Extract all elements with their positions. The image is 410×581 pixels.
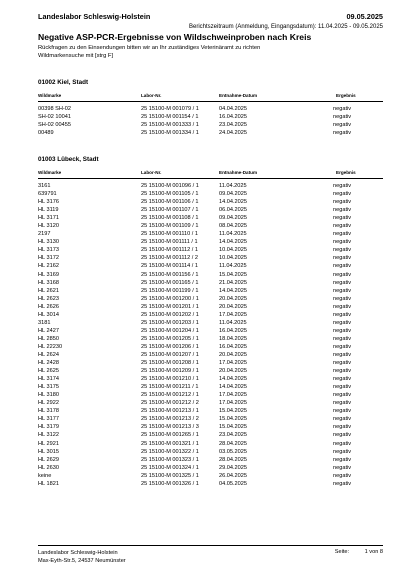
cell-labor-nr: 25 15100-M 001209 / 1	[141, 368, 199, 375]
cell-labor-nr: 25 15100-M 001106 / 1	[141, 199, 199, 206]
cell-labor-nr: 25 15100-M 001333 / 1	[141, 122, 199, 129]
cell-entnahme: 28.04.2025	[219, 440, 247, 447]
cell-labor-nr: 25 15100-M 001265 / 1	[141, 432, 199, 439]
cell-ergebnis: negativ	[333, 424, 352, 431]
cell-labor-nr: 25 15100-M 001325 / 1	[141, 472, 199, 479]
cell-wildmarke: HL 3014	[38, 311, 59, 318]
cell-labor-nr: 25 15100-M 001326 / 1	[141, 480, 199, 487]
cell-entnahme: 20.04.2025	[219, 295, 247, 302]
cell-wildmarke: HL 3169	[38, 271, 59, 278]
cell-labor-nr: 25 15100-M 001079 / 1	[141, 106, 199, 112]
cell-entnahme: 29.04.2025	[219, 464, 247, 471]
cell-labor-nr: 25 15100-M 001207 / 1	[141, 351, 199, 358]
table-row	[38, 311, 383, 319]
cell-wildmarke: HL 3179	[38, 424, 59, 431]
cell-ergebnis: negativ	[333, 472, 352, 479]
cell-wildmarke: HL 3172	[38, 255, 59, 262]
cell-labor-nr: 25 15100-M 001109 / 1	[141, 223, 199, 230]
cell-wildmarke: HL 3119	[38, 207, 59, 214]
table-row	[38, 105, 383, 113]
cell-labor-nr: 25 15100-M 001205 / 1	[141, 335, 199, 342]
cell-wildmarke: HL 3180	[38, 392, 59, 399]
header-rule	[38, 101, 383, 102]
cell-ergebnis: negativ	[333, 480, 352, 487]
table-row	[38, 319, 383, 327]
table-row	[38, 238, 383, 246]
cell-wildmarke: HL 2162	[38, 263, 59, 270]
cell-ergebnis: negativ	[333, 114, 352, 121]
cell-labor-nr: 25 15100-M 001154 / 1	[141, 114, 199, 121]
cell-ergebnis: negativ	[333, 400, 352, 407]
cell-entnahme: 04.05.2025	[219, 480, 247, 487]
col-entnahme: Entnahme-Datum	[219, 93, 258, 98]
page-number	[335, 549, 383, 555]
cell-wildmarke: HL 2630	[38, 464, 59, 471]
cell-wildmarke: HL 2623	[38, 295, 59, 302]
cell-wildmarke: SH-02 00455	[38, 122, 71, 129]
cell-wildmarke: HL 3178	[38, 408, 59, 415]
cell-labor-nr: 25 15100-M 001213 / 2	[141, 416, 199, 423]
cell-wildmarke: HL 3173	[38, 247, 59, 254]
cell-labor-nr: 25 15100-M 001202 / 1	[141, 311, 199, 318]
cell-labor-nr: 25 15100-M 001105 / 1	[141, 191, 199, 198]
cell-wildmarke: HL 3122	[38, 432, 59, 439]
table-row	[38, 391, 383, 399]
cell-wildmarke: HL 2621	[38, 287, 59, 294]
cell-labor-nr: 25 15100-M 001210 / 1	[141, 376, 199, 383]
cell-entnahme: 11.04.2025	[219, 319, 247, 326]
cell-ergebnis: negativ	[333, 311, 352, 318]
cell-ergebnis: negativ	[333, 223, 352, 230]
page-title: Negative ASP-PCR-Ergebnisse von Wildschweinproben nach Kreis	[38, 32, 312, 42]
cell-wildmarke: HL 3177	[38, 416, 59, 423]
cell-entnahme: 20.04.2025	[219, 303, 247, 310]
district-section-kiel	[38, 78, 383, 137]
table-row	[38, 113, 383, 121]
table-row	[38, 343, 383, 351]
cell-entnahme: 14.04.2025	[219, 199, 247, 206]
cell-labor-nr: 25 15100-M 001321 / 1	[141, 440, 199, 447]
cell-wildmarke: HL 3120	[38, 223, 59, 230]
cell-ergebnis: negativ	[333, 408, 352, 415]
report-date: 09.05.2025	[346, 12, 383, 21]
cell-ergebnis: negativ	[333, 319, 352, 326]
cell-wildmarke: 2197	[38, 231, 51, 238]
cell-wildmarke: HL 22230	[38, 343, 63, 350]
cell-wildmarke: HL 2626	[38, 303, 59, 310]
cell-wildmarke: keine	[38, 472, 52, 479]
cell-ergebnis: negativ	[333, 303, 352, 310]
table-row	[38, 129, 383, 137]
intro-line: Wildmarkensuche mit [strg F]	[38, 53, 114, 59]
cell-labor-nr: 25 15100-M 001112 / 2	[141, 255, 199, 262]
cell-wildmarke: HL 2624	[38, 351, 59, 358]
table-row	[38, 214, 383, 222]
cell-entnahme: 18.04.2025	[219, 335, 247, 342]
page-footer	[38, 545, 383, 564]
cell-ergebnis: negativ	[333, 448, 352, 455]
cell-ergebnis: negativ	[333, 255, 352, 262]
cell-ergebnis: negativ	[333, 392, 352, 399]
cell-labor-nr: 25 15100-M 001107 / 1	[141, 207, 199, 214]
cell-ergebnis: negativ	[333, 247, 352, 254]
cell-labor-nr: 25 15100-M 001204 / 1	[141, 327, 199, 334]
cell-entnahme: 04.04.2025	[219, 106, 247, 112]
col-entnahme: Entnahme-Datum	[219, 170, 258, 175]
cell-ergebnis: negativ	[333, 191, 352, 198]
cell-ergebnis: negativ	[333, 376, 352, 383]
cell-wildmarke: HL 2629	[38, 456, 59, 463]
cell-wildmarke: HL 3171	[38, 215, 59, 222]
page-value: 1 von 8	[364, 549, 383, 555]
cell-labor-nr: 25 15100-M 001211 / 1	[141, 384, 199, 391]
table-row	[38, 335, 383, 343]
cell-wildmarke: HL 2922	[38, 400, 59, 407]
cell-ergebnis: negativ	[333, 327, 352, 334]
cell-entnahme: 24.04.2025	[219, 130, 247, 137]
cell-wildmarke: HL 2428	[38, 360, 59, 367]
cell-labor-nr: 25 15100-M 001111 / 1	[141, 239, 198, 246]
cell-labor-nr: 25 15100-M 001208 / 1	[141, 360, 199, 367]
cell-entnahme: 09.04.2025	[219, 215, 247, 222]
cell-entnahme: 15.04.2025	[219, 408, 247, 415]
table-row	[38, 399, 383, 407]
cell-wildmarke: HL 3168	[38, 279, 59, 286]
cell-ergebnis: negativ	[333, 456, 352, 463]
cell-labor-nr: 25 15100-M 001334 / 1	[141, 130, 199, 137]
cell-wildmarke: HL 3130	[38, 239, 59, 246]
cell-labor-nr: 25 15100-M 001114 / 1	[141, 263, 199, 270]
lab-name: Landeslabor Schleswig-Holstein	[38, 12, 151, 21]
cell-entnahme: 16.04.2025	[219, 343, 247, 350]
cell-entnahme: 20.04.2025	[219, 368, 247, 375]
section-title: 01002 Kiel, Stadt	[38, 79, 89, 86]
cell-labor-nr: 25 15100-M 001156 / 1	[141, 271, 199, 278]
cell-entnahme: 23.04.2025	[219, 122, 247, 129]
cell-ergebnis: negativ	[333, 215, 352, 222]
cell-entnahme: 14.04.2025	[219, 287, 247, 294]
cell-entnahme: 14.04.2025	[219, 239, 247, 246]
cell-wildmarke: 00398 SH-02	[38, 106, 71, 112]
cell-entnahme: 09.04.2025	[219, 191, 247, 198]
table-row	[38, 190, 383, 198]
section-title: 01003 Lübeck, Stadt	[38, 156, 99, 163]
table-row	[38, 222, 383, 230]
table-row	[38, 246, 383, 254]
cell-ergebnis: negativ	[333, 343, 352, 350]
cell-ergebnis: negativ	[333, 416, 352, 423]
table-row	[38, 440, 383, 448]
column-header	[38, 170, 383, 177]
cell-entnahme: 17.04.2025	[219, 360, 247, 367]
cell-labor-nr: 25 15100-M 001201 / 1	[141, 303, 199, 310]
cell-wildmarke: 3161	[38, 183, 51, 189]
table-row	[38, 182, 383, 190]
cell-labor-nr: 25 15100-M 001203 / 1	[141, 319, 199, 326]
col-wildmarke: Wildmarke	[38, 170, 62, 175]
cell-wildmarke: HL 1821	[38, 480, 59, 487]
cell-labor-nr: 25 15100-M 001323 / 1	[141, 456, 199, 463]
cell-ergebnis: negativ	[333, 263, 352, 270]
table-body	[38, 105, 383, 137]
cell-wildmarke: HL 3174	[38, 376, 59, 383]
cell-wildmarke: 639791	[38, 191, 57, 198]
footer-address	[38, 549, 126, 565]
cell-entnahme: 15.04.2025	[219, 424, 247, 431]
cell-entnahme: 14.04.2025	[219, 376, 247, 383]
intro-text	[38, 44, 338, 60]
cell-entnahme: 11.04.2025	[219, 231, 247, 238]
cell-ergebnis: negativ	[333, 239, 352, 246]
table-row	[38, 456, 383, 464]
table-row	[38, 254, 383, 262]
cell-ergebnis: negativ	[333, 440, 352, 447]
cell-entnahme: 17.04.2025	[219, 400, 247, 407]
cell-ergebnis: negativ	[333, 199, 352, 206]
footer-street: Max-Eyth-Str.5, 24537 Neumünster	[38, 558, 126, 564]
cell-entnahme: 20.04.2025	[219, 351, 247, 358]
cell-ergebnis: negativ	[333, 279, 352, 286]
cell-labor-nr: 25 15100-M 001324 / 1	[141, 464, 199, 471]
district-section-luebeck	[38, 155, 383, 488]
cell-wildmarke: 3181	[38, 319, 51, 326]
cell-wildmarke: HL 2625	[38, 368, 59, 375]
cell-ergebnis: negativ	[333, 335, 352, 342]
cell-labor-nr: 25 15100-M 001200 / 1	[141, 295, 199, 302]
cell-labor-nr: 25 15100-M 001206 / 1	[141, 343, 199, 350]
cell-entnahme: 16.04.2025	[219, 114, 247, 121]
table-row	[38, 295, 383, 303]
cell-wildmarke: HL 2427	[38, 327, 59, 334]
table-row	[38, 198, 383, 206]
table-row	[38, 121, 383, 129]
table-row	[38, 230, 383, 238]
cell-labor-nr: 25 15100-M 001110 / 1	[141, 231, 199, 238]
cell-entnahme: 08.04.2025	[219, 223, 247, 230]
cell-ergebnis: negativ	[333, 360, 352, 367]
header-rule	[38, 178, 383, 179]
cell-ergebnis: negativ	[333, 183, 352, 189]
cell-labor-nr: 25 15100-M 001112 / 1	[141, 247, 199, 254]
cell-wildmarke: HL 3175	[38, 384, 59, 391]
cell-ergebnis: negativ	[333, 106, 352, 112]
table-row	[38, 271, 383, 279]
cell-labor-nr: 25 15100-M 001212 / 1	[141, 392, 199, 399]
table-row	[38, 448, 383, 456]
cell-entnahme: 11.04.2025	[219, 263, 247, 270]
cell-ergebnis: negativ	[333, 287, 352, 294]
cell-labor-nr: 25 15100-M 001199 / 1	[141, 287, 199, 294]
intro-line: Rückfragen zu den Einsendungen bitten wir an Ihr zuständiges Veterinäramt zu richten	[38, 45, 261, 51]
col-labor-nr: Labor-Nr.	[141, 93, 162, 98]
table-row	[38, 367, 383, 375]
table-row	[38, 287, 383, 295]
cell-entnahme: 15.04.2025	[219, 416, 247, 423]
cell-ergebnis: negativ	[333, 368, 352, 375]
table-row	[38, 464, 383, 472]
cell-entnahme: 10.04.2025	[219, 247, 247, 254]
cell-entnahme: 06.04.2025	[219, 207, 247, 214]
table-row	[38, 359, 383, 367]
col-wildmarke: Wildmarke	[38, 93, 62, 98]
cell-ergebnis: negativ	[333, 351, 352, 358]
cell-ergebnis: negativ	[333, 384, 352, 391]
cell-wildmarke: HL 3015	[38, 448, 59, 455]
col-ergebnis: Ergebnis	[336, 93, 356, 98]
cell-entnahme: 26.04.2025	[219, 472, 247, 479]
footer-org: Landeslabor Schleswig-Holstein	[38, 550, 118, 556]
cell-wildmarke: HL 2850	[38, 335, 59, 342]
col-labor-nr: Labor-Nr.	[141, 170, 162, 175]
table-row	[38, 206, 383, 214]
cell-entnahme: 17.04.2025	[219, 392, 247, 399]
table-row	[38, 351, 383, 359]
cell-labor-nr: 25 15100-M 001212 / 2	[141, 400, 199, 407]
cell-entnahme: 10.04.2025	[219, 255, 247, 262]
report-header	[38, 12, 383, 22]
cell-wildmarke: SH-02 10041	[38, 114, 71, 121]
table-row	[38, 472, 383, 480]
cell-entnahme: 28.04.2025	[219, 456, 247, 463]
reporting-period: Berichtszeitraum (Anmeldung, Eingangsdatum): 11.04.2025 - 09.05.2025	[188, 24, 383, 30]
column-header	[38, 93, 383, 100]
cell-entnahme: 11.04.2025	[219, 183, 247, 189]
table-row	[38, 262, 383, 270]
cell-labor-nr: 25 15100-M 001108 / 1	[141, 215, 199, 222]
cell-labor-nr: 25 15100-M 001213 / 3	[141, 424, 199, 431]
page-label: Seite:	[334, 549, 350, 555]
cell-labor-nr: 25 15100-M 001213 / 1	[141, 408, 199, 415]
cell-ergebnis: negativ	[333, 464, 352, 471]
cell-ergebnis: negativ	[333, 295, 352, 302]
cell-ergebnis: negativ	[333, 231, 352, 238]
cell-wildmarke: HL 3176	[38, 199, 59, 206]
cell-entnahme: 17.04.2025	[219, 311, 247, 318]
cell-ergebnis: negativ	[333, 271, 352, 278]
table-row	[38, 423, 383, 431]
cell-ergebnis: negativ	[333, 432, 352, 439]
table-row	[38, 279, 383, 287]
table-row	[38, 303, 383, 311]
cell-ergebnis: negativ	[333, 122, 352, 129]
cell-labor-nr: 25 15100-M 001096 / 1	[141, 183, 199, 189]
cell-entnahme: 21.04.2025	[219, 279, 247, 286]
cell-entnahme: 23.04.2025	[219, 432, 247, 439]
table-row	[38, 431, 383, 439]
cell-entnahme: 03.05.2025	[219, 448, 247, 455]
table-row	[38, 327, 383, 335]
table-row	[38, 480, 383, 488]
cell-ergebnis: negativ	[333, 207, 352, 214]
table-row	[38, 375, 383, 383]
cell-labor-nr: 25 15100-M 001322 / 1	[141, 448, 199, 455]
table-body	[38, 182, 383, 488]
cell-entnahme: 14.04.2025	[219, 384, 247, 391]
cell-ergebnis: negativ	[333, 130, 352, 137]
cell-wildmarke: HL 2921	[38, 440, 59, 447]
table-row	[38, 383, 383, 391]
table-row	[38, 407, 383, 415]
cell-labor-nr: 25 15100-M 001165 / 1	[141, 279, 199, 286]
cell-entnahme: 16.04.2025	[219, 327, 247, 334]
cell-wildmarke: 00489	[38, 130, 54, 137]
table-row	[38, 415, 383, 423]
cell-entnahme: 15.04.2025	[219, 271, 247, 278]
col-ergebnis: Ergebnis	[336, 170, 356, 175]
